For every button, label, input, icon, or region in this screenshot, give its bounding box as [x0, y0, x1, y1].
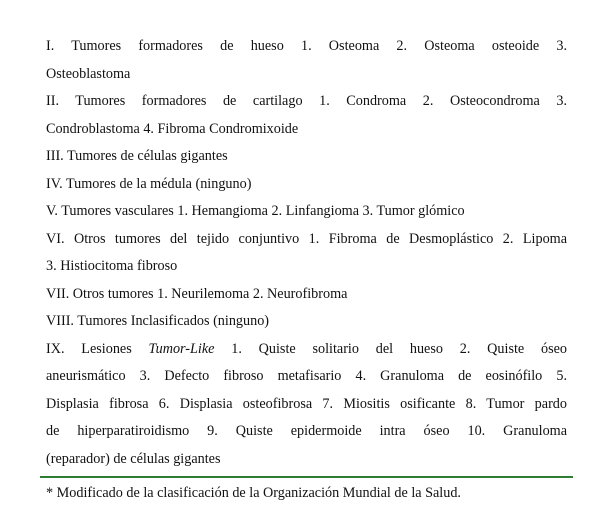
category-item	[46, 88, 567, 143]
category-item	[46, 336, 567, 474]
category-line: VI. Otros tumores del tejido conjuntivo 1. Fibroma de Desmoplástico 2. Lipoma	[46, 230, 567, 247]
category-line: 3. Histiocitoma fibroso	[46, 258, 178, 274]
category-line: IV. Tumores de la médula (ninguno)	[46, 175, 252, 192]
footnote: * Modificado de la clasificación de la Organización Mundial de la Salud.	[46, 485, 461, 501]
category-line: Osteoblastoma	[46, 65, 131, 82]
category-item	[46, 198, 567, 226]
category-line	[46, 336, 567, 364]
category-item	[46, 226, 567, 281]
category-line: de hiperparatiroidismo 9. Quiste epidermoide intra óseo 10. Granuloma	[46, 423, 567, 439]
category-line: (reparador) de células gigantes	[46, 450, 221, 467]
classification-list	[46, 33, 567, 473]
category-item	[46, 281, 567, 309]
category-line: V. Tumores vasculares 1. Hemangioma 2. Linfangioma 3. Tumor glómico	[46, 203, 465, 219]
category-item	[46, 308, 567, 336]
line-text: Tumor-Like	[148, 340, 215, 357]
line-text: 1. Quiste solitario del hueso 2. Quiste óseo	[214, 340, 567, 357]
category-line: aneurismático 3. Defecto fibroso metafisario 4. Granuloma de eosinófilo 5.	[46, 368, 567, 384]
category-line: II. Tumores formadores de cartilago 1. Condroma 2. Osteocondroma 3.	[46, 93, 567, 109]
category-line: VII. Otros tumores 1. Neurilemoma 2. Neurofibroma	[46, 285, 348, 302]
line-text: IX. Lesiones	[46, 340, 149, 357]
category-item	[46, 171, 567, 199]
category-item	[46, 33, 567, 88]
category-item	[46, 143, 567, 171]
category-line: Displasia fibrosa 6. Displasia osteofibrosa 7. Miositis osificante 8. Tumor pardo	[46, 395, 567, 412]
category-line: VIII. Tumores Inclasificados (ninguno)	[46, 313, 270, 329]
footnote-divider	[40, 476, 573, 478]
category-line: III. Tumores de células gigantes	[46, 148, 228, 164]
category-line: I. Tumores formadores de hueso 1. Osteoma 2. Osteoma osteoide 3.	[46, 38, 567, 54]
category-line: Condroblastoma 4. Fibroma Condromixoide	[46, 120, 299, 137]
